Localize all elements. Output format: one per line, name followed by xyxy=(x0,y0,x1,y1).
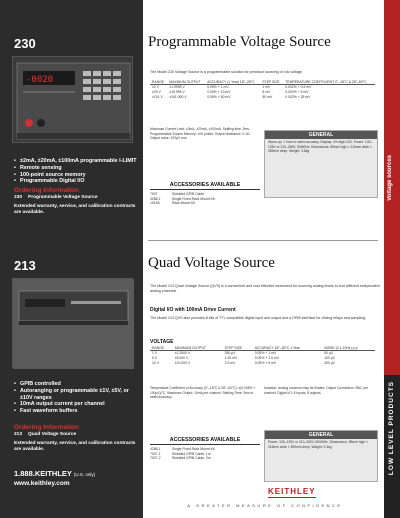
accessories-heading: ACCESSORIES AVAILABLE xyxy=(169,182,241,188)
order-note: Extended warranty, service, and calibration contracts are available. xyxy=(14,441,136,452)
model-230-title: Programmable Voltage Source xyxy=(148,34,331,50)
cell: 5 mV xyxy=(262,90,271,94)
accessories-rule xyxy=(150,189,260,190)
model-230-specs: Maximum Current Limit: ±2mA, ±20mA, ±100mA. Settling time: 3ms. Programmable Source Memory: 100 points. Output resistance: 0.1Ω. Output noise: 100μV rms. xyxy=(150,127,251,141)
cell: ±1.9995 V xyxy=(169,85,185,89)
cell: 250 μV xyxy=(224,351,236,355)
table-header-row xyxy=(150,80,375,85)
ordering-heading: Ordering Information xyxy=(14,424,79,431)
feature-item: • 100-point source memory xyxy=(14,172,138,179)
cell: ±19.995 V xyxy=(169,90,185,94)
accessory-model: 7007-2 xyxy=(150,456,161,461)
phone-note: (U.S. only) xyxy=(73,472,96,477)
features-230-list xyxy=(14,158,138,185)
cell: 0.05% + 1 mV xyxy=(207,85,229,89)
order-desc: Programmable Voltage Source xyxy=(28,195,98,200)
general-text: Warm-up: 1 hour to rated accuracy. Display: 4½ digit LED. Power: 105–125V or 210–250V, 50/60Hz. Dimensions: 89mm high × 216mm wide × 359mm deep. Weight: 3.6kg. xyxy=(268,140,373,154)
column-header: TEMPERATURE COEFFICIENT 0°–18°C & 28°–50°C xyxy=(283,80,375,85)
accessory-model: 7007-1 xyxy=(150,451,161,456)
model-213-photo xyxy=(12,278,133,368)
order-row xyxy=(14,195,138,201)
feature-item: • 10mA output current per channel xyxy=(14,401,138,408)
table-row xyxy=(150,95,375,100)
accessory-desc: Single Fixed Rack Mount Kit xyxy=(172,196,215,201)
cell: ±20 V xyxy=(152,90,161,94)
accessory-desc: Shielded GPIB Cable, 2m xyxy=(172,456,211,461)
list-item xyxy=(150,456,260,461)
general-230-box xyxy=(264,130,378,198)
table-header-row xyxy=(150,346,375,351)
cell: 0.05% + 1 mV xyxy=(254,351,277,355)
list-item xyxy=(150,201,260,206)
cell: 0.002% + 25 mV xyxy=(285,95,311,99)
phone-text: 1.888.KEITHLEY xyxy=(14,469,72,478)
product-line-label: LOW LEVEL PRODUCTS xyxy=(388,381,395,476)
model-230-spec-table xyxy=(150,80,375,100)
cell: 0.002% + 5 mV xyxy=(285,90,309,94)
cell: ±10.000 V xyxy=(174,361,191,365)
column-header: RANGE xyxy=(150,80,167,85)
cell: 1.25 mV xyxy=(224,356,238,360)
cell: ±101 V xyxy=(152,95,163,99)
cell: ±1.2500 V xyxy=(174,351,191,355)
instrument-213-image xyxy=(13,279,134,369)
model-213-heading: 213 xyxy=(14,258,36,273)
column-header: ACCURACY 18°–28°C 1 Year xyxy=(253,346,322,351)
model-213-title: Quad Voltage Source xyxy=(148,255,275,271)
cell: 10 V xyxy=(152,361,159,365)
accessories-230-list xyxy=(150,192,260,206)
accessories-rule xyxy=(150,444,260,445)
general-text: Power: 105–125V or 210–250V, 50/60Hz. Dimensions: 89mm high × 216mm wide × 359mm deep. Weight: 3.3kg. xyxy=(268,440,368,449)
cell: 2.5 mV xyxy=(224,361,236,365)
cell: 1 V xyxy=(152,351,158,355)
order-note: Extended warranty, service, and calibration contracts are available. xyxy=(14,204,136,215)
general-213-box xyxy=(264,430,378,482)
cell: 0.05% + 50 mV xyxy=(207,95,231,99)
accessory-model: 7007 xyxy=(150,192,158,196)
model-213-subhead: Digital I/O with 100mA Drive Current xyxy=(150,307,236,313)
cell: 0.05% + 10 mV xyxy=(207,90,231,94)
order-row xyxy=(14,432,138,438)
order-desc: Quad Voltage Source xyxy=(28,432,77,437)
phone-number xyxy=(14,469,95,478)
section-tab-label: Voltage sources xyxy=(387,155,393,201)
accessory-model: 1019A xyxy=(150,201,160,206)
cell: 0.05% + 5 mV xyxy=(254,361,277,365)
left-sidebar xyxy=(0,0,143,518)
cell: ±2 V xyxy=(152,85,159,89)
svg-text:-0020: -0020 xyxy=(26,75,54,85)
features-213-list xyxy=(14,381,138,415)
feature-item: • GPIB controlled xyxy=(14,381,138,388)
general-heading: GENERAL xyxy=(265,431,377,439)
column-header: ACCURACY (1 Year) 18°–28°C xyxy=(205,80,260,85)
model-213-specs-right: Isolation: Analog common may be floated. Output Connection: BNC per channel. Digital I/O: 8 inputs, 8 outputs. xyxy=(264,386,369,395)
accessory-model: 4288-1 xyxy=(150,196,161,201)
ordering-info-213 xyxy=(14,425,138,453)
keithley-logo: KEITHLEY xyxy=(268,487,316,496)
cell: 50 mV xyxy=(262,95,273,99)
accessory-model: 4288-1 xyxy=(150,447,161,451)
accessory-desc: Shielded GPIB Cable, 1m xyxy=(172,451,211,456)
feature-item: • Autoranging or programmable ±1V, ±5V, or ±10V ranges xyxy=(14,388,138,402)
model-213-spec-table xyxy=(150,346,375,366)
model-213-specs-left: Temperature Coefficient of Accuracy (0°–18°C & 28°–50°C): ±(0.005% + 100μV)/°C. Maximum Output: 10mA per channel. Settling Time: 3ms to rated accuracy. xyxy=(150,386,256,400)
general-heading: GENERAL xyxy=(265,131,377,139)
instrument-230-image xyxy=(13,57,134,144)
section-divider xyxy=(148,240,378,241)
footer-tagline: A GREATER MEASURE OF CONFIDENCE xyxy=(187,503,343,508)
product-line-tab xyxy=(384,375,400,518)
accessory-desc: Shielded GPIB Cable xyxy=(172,192,205,196)
cell: 0.002% + 0.5 mV xyxy=(285,85,312,89)
column-header: RANGE xyxy=(150,346,173,351)
column-header: MAXIMUM OUTPUT xyxy=(167,80,205,85)
cell: 1 mV xyxy=(262,85,271,89)
cell: 0.05% + 2.5 mV xyxy=(254,356,279,360)
column-header: NOISE (0.1-10Hz) p-p xyxy=(322,346,375,351)
column-header: STEP SIZE xyxy=(223,346,253,351)
ordering-info-230 xyxy=(14,188,138,216)
model-230-heading: 230 xyxy=(14,36,36,51)
model-213-intro-2: The Model 213 QVS also provides 8 bits of TTL compatible digital input and output and a GPIB interface for driving relays and sampling. xyxy=(150,316,367,320)
voltage-table-title: VOLTAGE xyxy=(150,339,174,345)
accessory-desc: Single Fixed Rack Mount Kit xyxy=(172,447,215,451)
website-link[interactable]: www.keithley.com xyxy=(14,480,70,487)
model-213-intro: The Model 213 Quad Voltage Source (QVS) is a convenient and cost-effective instrument for sourcing analog levels to four different independent analog channels. xyxy=(150,284,380,293)
column-header: MAXIMUM OUTPUT xyxy=(173,346,223,351)
accessory-desc: Rack Mount Kit xyxy=(172,201,195,206)
feature-item: • Fast waveform buffers xyxy=(14,408,138,415)
order-model: 213 xyxy=(14,432,23,437)
cell: 5 V xyxy=(152,356,158,360)
accessories-heading: ACCESSORIES AVAILABLE xyxy=(169,437,241,443)
model-230-intro: The Model 230 Voltage Source is a programmable solution for precision sourcing of ±dc voltage. xyxy=(150,70,303,74)
order-model: 230 xyxy=(14,195,23,200)
feature-item: • Programmable Digital I/O xyxy=(14,178,138,185)
column-header: STEP SIZE xyxy=(260,80,283,85)
feature-item: • Remote sensing xyxy=(14,165,138,172)
cell: 50 μV xyxy=(324,351,334,355)
accessories-213-list xyxy=(150,447,260,461)
cell: ±5.000 V xyxy=(174,356,189,360)
model-230-photo xyxy=(12,56,133,143)
cell: ±101.000 V xyxy=(169,95,187,99)
cell: 250 μV xyxy=(324,361,335,365)
ordering-heading: Ordering Information xyxy=(14,187,79,194)
table-row xyxy=(150,361,375,366)
cell: 100 μV xyxy=(324,356,335,360)
feature-item: • ±2mA, ±20mA, ±100mA programmable I-LIMIT xyxy=(14,158,138,165)
